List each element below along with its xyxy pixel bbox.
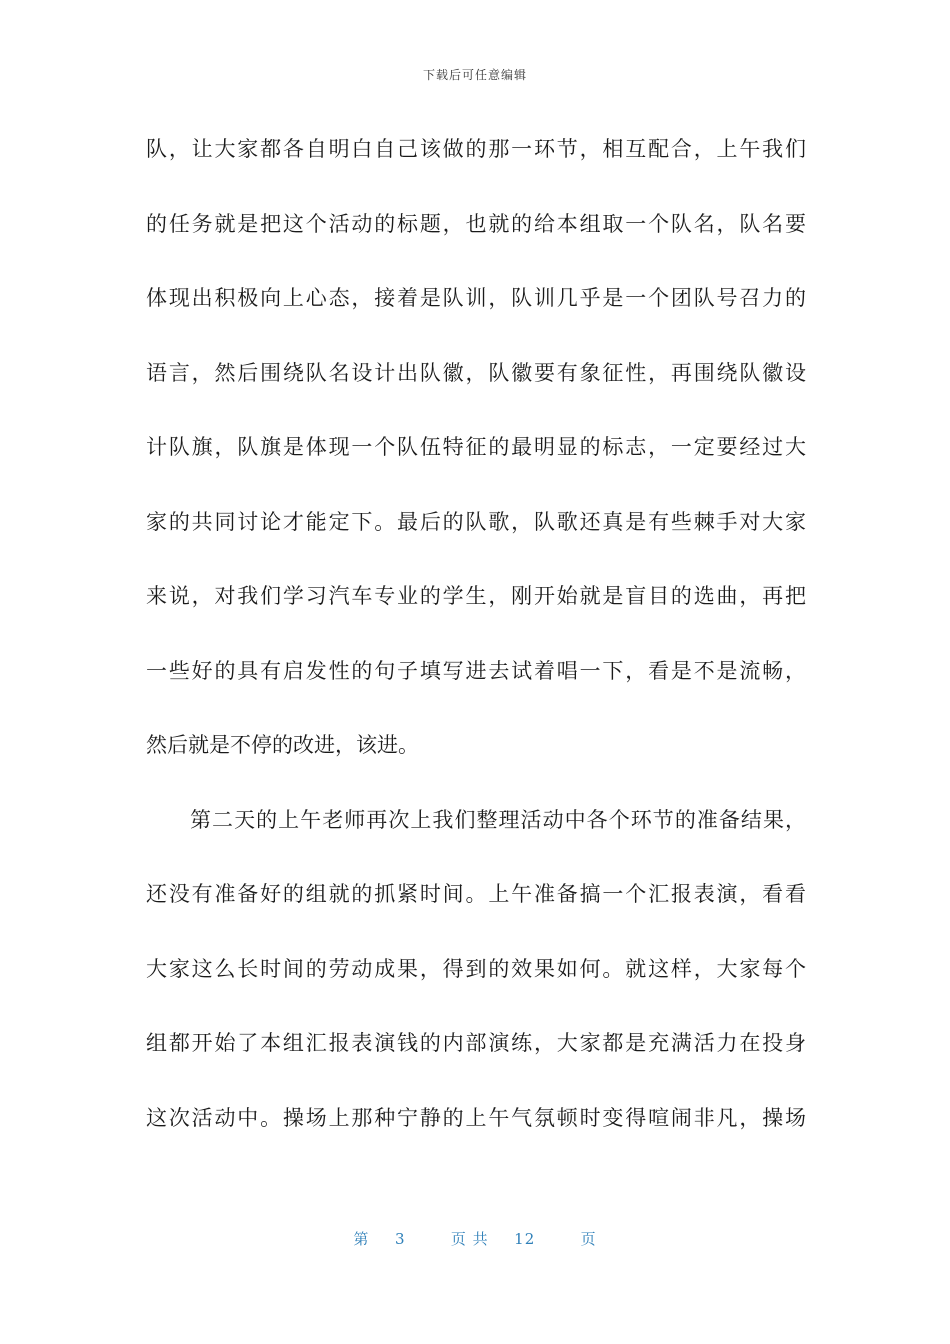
text-line: 队，让大家都各自明白自己该做的那一环节，相互配合，上午我们 <box>146 137 806 161</box>
text-line: 大家这么长时间的劳动成果，得到的效果如何。就这样，大家每个 <box>146 956 806 981</box>
text-line: 然后就是不停的改进，该进。 <box>146 733 419 757</box>
text-line: 来说，对我们学习汽车专业的学生，刚开始就是盲目的选曲，再把 <box>146 584 806 608</box>
text-line: 计队旗，队旗是体现一个队伍特征的最明显的标志，一定要经过大 <box>146 435 806 459</box>
text-line: 家的共同讨论才能定下。最后的队歌，队歌还真是有些棘手对大家 <box>146 509 806 534</box>
current-page-number: 3 <box>394 1230 406 1248</box>
text-line: 语言，然后围绕队名设计出队徽，队徽要有象征性，再围绕队徽设 <box>146 360 806 385</box>
text-line: 还没有准备好的组就的抓紧时间。上午准备搞一个汇报表演，看看 <box>146 882 806 906</box>
page-header: 下载后可任意编辑 <box>422 68 527 82</box>
document-body <box>146 122 806 1165</box>
text-line: 这次活动中。操场上那种宁静的上午气氛顿时变得喧闹非凡，操场 <box>146 1105 806 1130</box>
paragraph <box>146 122 806 793</box>
text-line: 第二天的上午老师再次上我们整理活动中各个环节的准备结果， <box>190 807 806 832</box>
text-line: 一些好的具有启发性的句子填写进去试着唱一下，看是不是流畅， <box>146 658 806 683</box>
paragraph <box>146 793 806 1166</box>
text-line: 的任务就是把这个活动的标题，也就的给本组取一个队名，队名要 <box>146 211 806 236</box>
text-line: 体现出积极向上心态，接着是队训，队训几乎是一个团队号召力的 <box>146 286 806 310</box>
footer-prefix: 第 <box>353 1230 370 1248</box>
text-line: 组都开始了本组汇报表演钱的内部演练，大家都是充满活力在投身 <box>146 1031 806 1055</box>
page-footer <box>0 1228 950 1249</box>
total-page-count: 12 <box>514 1230 536 1248</box>
footer-suffix: 页 <box>580 1230 597 1248</box>
footer-middle: 页 共 <box>450 1230 489 1248</box>
